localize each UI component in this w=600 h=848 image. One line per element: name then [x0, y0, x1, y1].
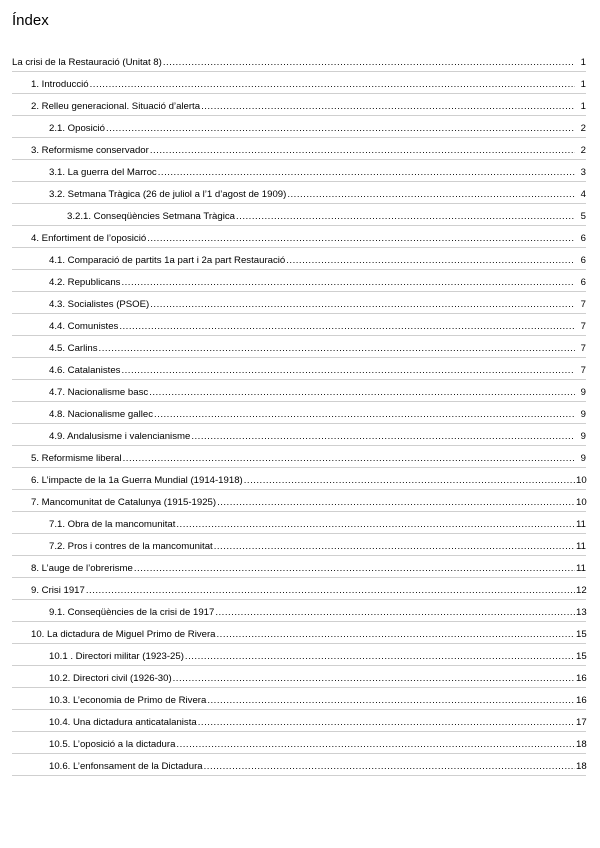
toc-entry[interactable] [0, 710, 600, 732]
toc-page-number: 15 [576, 651, 587, 662]
dot-leader [201, 101, 575, 113]
toc-entry[interactable] [0, 336, 600, 358]
dot-leader [185, 651, 575, 663]
toc-entry[interactable] [0, 94, 600, 116]
toc-entry[interactable] [0, 50, 600, 72]
dot-leader [198, 717, 575, 729]
toc-entry-text: 10.4. Una dictadura anticatalanista [49, 717, 197, 728]
toc-entry-text: 4.1. Comparació de partits 1a part i 2a part Restauració [49, 255, 286, 266]
toc-page-number: 15 [576, 629, 587, 640]
dot-leader [150, 299, 575, 311]
dot-leader [154, 409, 575, 421]
toc-page-number: 10 [576, 497, 587, 508]
toc-page-number: 7 [580, 321, 586, 332]
toc-entry-text: 3. Reformisme conservador [31, 145, 149, 156]
toc-page-number: 9 [580, 453, 586, 464]
toc-page-number: 16 [576, 673, 587, 684]
dot-leader [158, 167, 575, 179]
toc-entry[interactable] [0, 116, 600, 138]
dot-leader [121, 277, 575, 289]
toc-page-number: 2 [580, 123, 586, 134]
dot-leader [236, 211, 575, 223]
toc-entry[interactable] [0, 534, 600, 556]
dot-leader [207, 695, 575, 707]
toc-page-number: 4 [580, 189, 586, 200]
dot-leader [215, 607, 575, 619]
toc-entry[interactable] [0, 600, 600, 622]
dot-leader [123, 453, 575, 465]
toc-entry-text: 4.6. Catalanistes [49, 365, 121, 376]
toc-page-number: 3 [580, 167, 586, 178]
toc-entry-text: 4. Enfortiment de l’oposició [31, 233, 147, 244]
toc-page-number: 9 [580, 409, 586, 420]
toc-entry-text: 2.1. Oposició [49, 123, 105, 134]
toc-entry[interactable] [0, 732, 600, 754]
toc-entry[interactable] [0, 270, 600, 292]
dot-leader [286, 255, 575, 267]
dot-leader [244, 475, 575, 487]
toc-page-number: 17 [576, 717, 587, 728]
toc-entry-text: 1. Introducció [31, 79, 89, 90]
toc-entry[interactable] [0, 182, 600, 204]
toc-page-number: 18 [576, 761, 587, 772]
toc-entry[interactable] [0, 248, 600, 270]
dot-leader [217, 497, 575, 509]
dot-leader [150, 145, 575, 157]
toc-page-number: 12 [576, 585, 587, 596]
toc-page-number: 11 [576, 541, 586, 552]
toc-entry[interactable] [0, 490, 600, 512]
toc-entry[interactable] [0, 688, 600, 710]
toc-entry-text: 10.5. L’oposició a la dictadura [49, 739, 176, 750]
toc-entry-text: 8. L’auge de l’obrerisme [31, 563, 133, 574]
toc-entry[interactable] [0, 292, 600, 314]
toc-entry-text: 2. Relleu generacional. Situació d’alerta [31, 101, 201, 112]
dot-leader [147, 233, 575, 245]
toc-page-number: 7 [580, 365, 586, 376]
toc-page-number: 1 [580, 101, 586, 112]
toc-page-number: 6 [580, 277, 586, 288]
toc-entry[interactable] [0, 754, 600, 776]
table-of-contents [0, 50, 600, 776]
toc-page-number: 7 [580, 343, 586, 354]
toc-entry-text: 4.9. Andalusisme i valencianisme [49, 431, 191, 442]
toc-entry-text: 6. L’impacte de la 1a Guerra Mundial (1914-1918) [31, 475, 243, 486]
toc-entry-text: 4.8. Nacionalisme gallec [49, 409, 153, 420]
toc-entry-text: 9.1. Conseqüències de la crisi de 1917 [49, 607, 215, 618]
toc-entry-text: 3.1. La guerra del Marroc [49, 167, 157, 178]
toc-entry-text: 10.1 . Directori militar (1923-25) [49, 651, 184, 662]
toc-entry-text: 7.2. Pros i contres de la mancomunitat [49, 541, 213, 552]
toc-entry-text: 10. La dictadura de Miguel Primo de Rivera [31, 629, 216, 640]
toc-page-number: 6 [580, 233, 586, 244]
toc-entry-text: 10.2. Directori civil (1926-30) [49, 673, 172, 684]
page-title: Índex [12, 12, 49, 29]
dot-leader [204, 761, 575, 773]
toc-page-number: 16 [576, 695, 587, 706]
toc-entry-text: 3.2.1. Conseqüències Setmana Tràgica [67, 211, 235, 222]
toc-entry-text: 4.3. Socialistes (PSOE) [49, 299, 150, 310]
dot-leader [191, 431, 575, 443]
toc-page-number: 9 [580, 431, 586, 442]
toc-entry[interactable] [0, 512, 600, 534]
toc-page-number: 5 [580, 211, 586, 222]
dot-leader [86, 585, 575, 597]
toc-page-number: 13 [576, 607, 587, 618]
toc-page-number: 2 [580, 145, 586, 156]
dot-leader [90, 79, 575, 91]
toc-entry-text: 3.2. Setmana Tràgica (26 de juliol a l’1 d’agost de 1909) [49, 189, 287, 200]
dot-leader [149, 387, 575, 399]
toc-entry-text: 4.7. Nacionalisme basc [49, 387, 149, 398]
toc-entry[interactable] [0, 72, 600, 94]
toc-entry-text: 10.3. L’economia de Primo de Rivera [49, 695, 207, 706]
dot-leader [214, 541, 575, 553]
dot-leader [121, 365, 575, 377]
toc-entry[interactable] [0, 578, 600, 600]
toc-entry[interactable] [0, 204, 600, 226]
toc-page-number: 11 [576, 519, 586, 530]
toc-page-number: 11 [576, 563, 586, 574]
dot-leader [287, 189, 575, 201]
toc-entry-text: 4.2. Republicans [49, 277, 121, 288]
toc-page-number: 1 [580, 57, 586, 68]
toc-entry-text: 7.1. Obra de la mancomunitat [49, 519, 176, 530]
toc-entry-text: 7. Mancomunitat de Catalunya (1915-1925) [31, 497, 217, 508]
toc-entry[interactable] [0, 622, 600, 644]
dot-leader [176, 519, 575, 531]
dot-leader [99, 343, 575, 355]
toc-entry-text: La crisi de la Restauració (Unitat 8) [12, 57, 162, 68]
toc-page-number: 6 [580, 255, 586, 266]
toc-entry[interactable] [0, 556, 600, 578]
toc-entry[interactable] [0, 138, 600, 160]
dot-leader [163, 57, 575, 69]
toc-entry[interactable] [0, 402, 600, 424]
toc-entry[interactable] [0, 468, 600, 490]
toc-page-number: 1 [580, 79, 586, 90]
dot-leader [217, 629, 575, 641]
toc-entry[interactable] [0, 424, 600, 446]
toc-entry[interactable] [0, 160, 600, 182]
toc-page-number: 7 [580, 299, 586, 310]
dot-leader [176, 739, 575, 751]
toc-entry[interactable] [0, 226, 600, 248]
toc-entry-text: 9. Crisi 1917 [31, 585, 85, 596]
toc-entry-text: 4.4. Comunistes [49, 321, 119, 332]
toc-entry[interactable] [0, 314, 600, 336]
toc-entry[interactable] [0, 380, 600, 402]
toc-entry[interactable] [0, 446, 600, 468]
dot-leader [119, 321, 575, 333]
dot-leader [173, 673, 575, 685]
dot-leader [106, 123, 575, 135]
toc-entry-text: 5. Reformisme liberal [31, 453, 122, 464]
toc-entry[interactable] [0, 644, 600, 666]
toc-entry-text: 4.5. Carlins [49, 343, 98, 354]
toc-entry-text: 10.6. L’enfonsament de la Dictadura [49, 761, 203, 772]
dot-leader [134, 563, 575, 575]
toc-entry[interactable] [0, 358, 600, 380]
toc-page-number: 10 [576, 475, 587, 486]
toc-page-number: 9 [580, 387, 586, 398]
toc-entry[interactable] [0, 666, 600, 688]
toc-page-number: 18 [576, 739, 587, 750]
